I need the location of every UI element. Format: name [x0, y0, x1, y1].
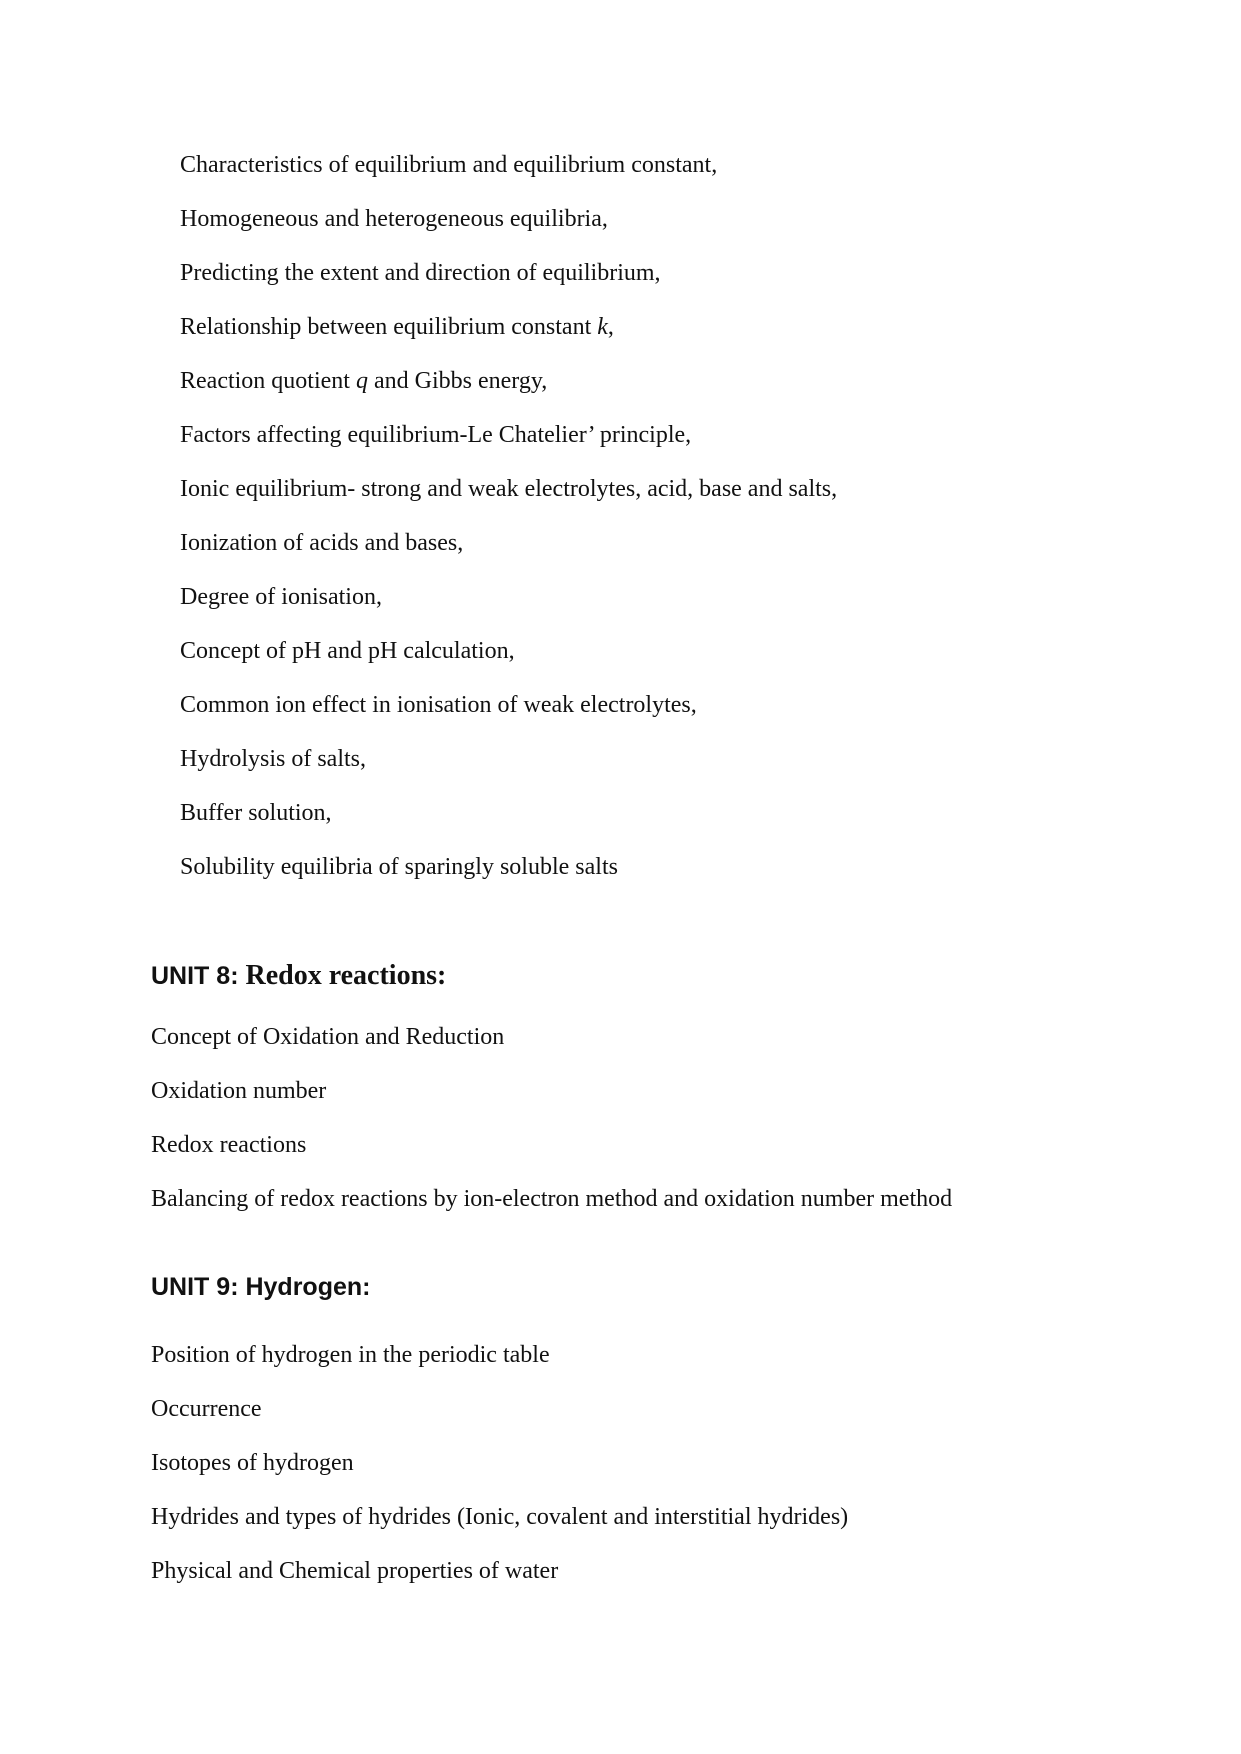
topic-line: Isotopes of hydrogen: [151, 1450, 354, 1476]
topic-line: Concept of Oxidation and Reduction: [151, 1024, 505, 1050]
topic-line: Position of hydrogen in the periodic table: [151, 1342, 550, 1368]
topic-line: Solubility equilibria of sparingly soluble salts: [180, 854, 618, 880]
topic-line: Redox reactions: [151, 1132, 307, 1158]
topic-line: Degree of ionisation,: [180, 584, 382, 610]
topic-line: Ionization of acids and bases,: [180, 530, 464, 556]
unit-number: UNIT 8: [151, 962, 231, 990]
topic-text: and Gibbs energy,: [367, 368, 548, 394]
topic-line: Ionic equilibrium- strong and weak electrolytes, acid, base and salts,: [180, 476, 838, 502]
topic-line: Common ion effect in ionisation of weak electrolytes,: [180, 692, 697, 718]
topic-variable: k: [597, 314, 608, 340]
topic-line: Buffer solution,: [180, 800, 332, 826]
topic-line: Occurrence: [151, 1396, 262, 1422]
topic-text: Relationship between equilibrium constant: [180, 314, 598, 340]
topic-line: Predicting the extent and direction of equilibrium,: [180, 260, 661, 286]
topic-line: Factors affecting equilibrium-Le Chatelier’ principle,: [180, 422, 692, 448]
topic-line: [180, 312, 614, 342]
topic-line: Homogeneous and heterogeneous equilibria,: [180, 206, 608, 232]
unit-heading: [151, 959, 446, 993]
topic-line: Hydrides and types of hydrides (Ionic, covalent and interstitial hydrides): [151, 1504, 849, 1530]
unit-title: Redox reactions:: [245, 960, 447, 991]
unit-number: UNIT 9: [151, 1273, 231, 1301]
topic-line: Oxidation number: [151, 1078, 327, 1104]
topic-line: Physical and Chemical properties of water: [151, 1558, 559, 1584]
topic-line: Concept of pH and pH calculation,: [180, 638, 515, 664]
topic-line: Characteristics of equilibrium and equilibrium constant,: [180, 152, 718, 178]
unit-colon: :: [230, 962, 246, 990]
unit-colon: :: [230, 1273, 246, 1301]
topic-text: ,: [607, 314, 614, 340]
topic-line: Hydrolysis of salts,: [180, 746, 366, 772]
unit-title: Hydrogen:: [245, 1273, 371, 1301]
unit-heading: [151, 1270, 370, 1304]
topic-text: Reaction quotient: [180, 368, 356, 394]
topic-line: [180, 366, 547, 396]
topic-variable: q: [355, 368, 368, 394]
topic-line: Balancing of redox reactions by ion-electron method and oxidation number method: [151, 1186, 953, 1212]
